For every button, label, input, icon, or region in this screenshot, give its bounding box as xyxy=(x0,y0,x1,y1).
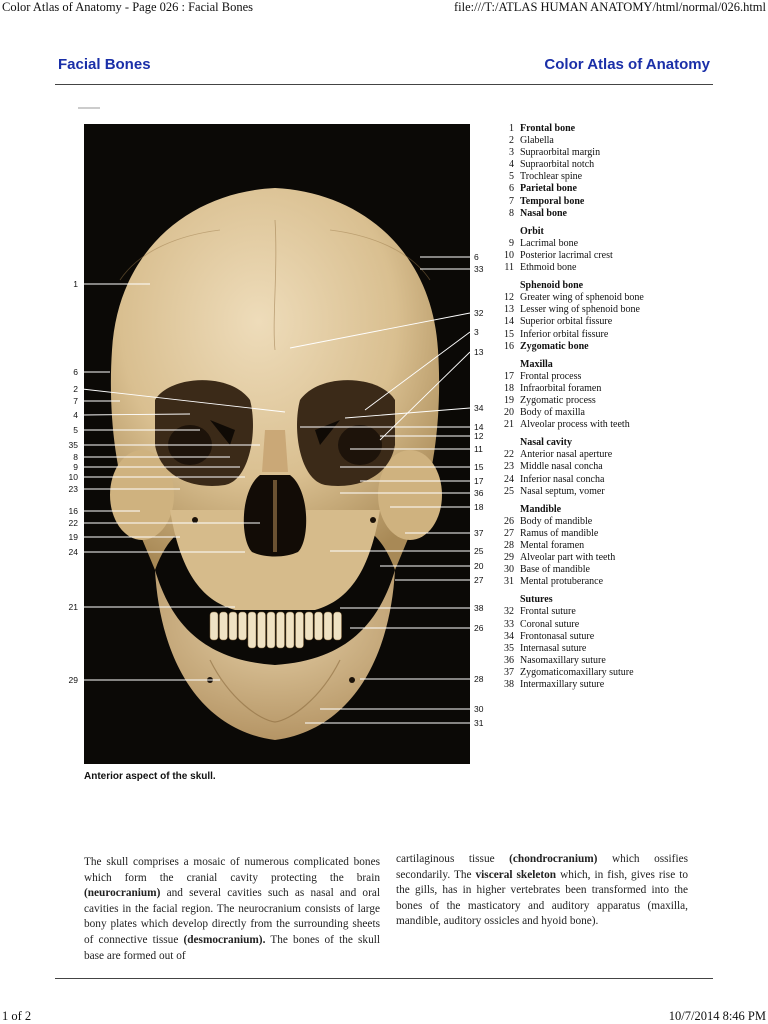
legend-number: 5 xyxy=(509,171,514,183)
legend-text: Internasal suture xyxy=(520,642,587,654)
legend-item xyxy=(500,383,644,395)
legend-item xyxy=(500,643,644,655)
legend-number: 33 xyxy=(504,618,514,630)
right-mental-foramen xyxy=(349,677,355,683)
legend-number: 12 xyxy=(504,292,514,304)
legend-text: Alveolar part with teeth xyxy=(520,552,616,564)
legend-text: Lesser wing of sphenoid bone xyxy=(520,304,640,316)
legend-number: 17 xyxy=(504,370,514,382)
tooth xyxy=(267,612,275,648)
legend-text: Posterior lacrimal crest xyxy=(520,249,613,261)
legend-item xyxy=(500,486,644,498)
figure-label: 21 xyxy=(68,602,78,612)
legend-number: 24 xyxy=(504,473,514,485)
legend-text: Supraorbital notch xyxy=(520,159,595,171)
legend-number: 7 xyxy=(509,195,514,207)
left-labels xyxy=(69,279,79,685)
legend-number: 22 xyxy=(504,449,514,461)
figure-label: 9 xyxy=(73,462,78,472)
bold-term: visceral skeleton xyxy=(475,868,557,881)
header-rule xyxy=(55,84,713,85)
text-run: The bones of the skull base are formed out of xyxy=(84,933,380,962)
legend-text: Alveolar process with teeth xyxy=(520,419,630,431)
legend-item xyxy=(500,147,644,159)
bold-term: (desmocranium). xyxy=(183,933,266,946)
legend-item xyxy=(500,395,644,407)
skull-figure xyxy=(60,100,490,770)
legend-number: 37 xyxy=(504,666,514,678)
legend-text: Nasal septum, vomer xyxy=(520,485,605,497)
legend-item xyxy=(500,304,644,316)
legend-item xyxy=(500,329,644,341)
legend-item xyxy=(500,631,644,643)
right-orbit-depth xyxy=(338,425,382,465)
figure-label: 30 xyxy=(474,704,484,714)
legend-text: Trochlear spine xyxy=(520,171,583,183)
figure-label: 35 xyxy=(68,440,78,450)
legend-text: Intermaxillary suture xyxy=(520,679,605,691)
tooth xyxy=(334,612,342,640)
legend-heading: Maxilla xyxy=(520,358,553,370)
figure-label: 11 xyxy=(474,444,483,454)
legend-item xyxy=(500,474,644,486)
legend-item xyxy=(500,250,644,262)
body-text-col2 xyxy=(396,852,688,930)
legend-item xyxy=(500,667,644,679)
legend-text: Ramus of mandible xyxy=(520,527,599,539)
legend-item xyxy=(500,371,644,383)
legend-item xyxy=(500,552,644,564)
nasal-bone xyxy=(262,430,288,472)
figure-label: 22 xyxy=(68,518,78,528)
tooth xyxy=(258,612,266,648)
figure-label: 4 xyxy=(73,410,78,420)
book-title: Color Atlas of Anatomy xyxy=(544,56,710,73)
figure-label: 36 xyxy=(474,488,484,498)
figure-label: 34 xyxy=(474,403,484,413)
figure-label: 17 xyxy=(474,476,484,486)
figure-label: 31 xyxy=(474,718,484,728)
legend-text: Ethmoid bone xyxy=(520,262,577,274)
legend-text: Lacrimal bone xyxy=(520,237,579,249)
tooth xyxy=(248,612,256,648)
tooth xyxy=(305,612,313,640)
legend-number: 26 xyxy=(504,515,514,527)
figure-label: 37 xyxy=(474,528,484,538)
legend-item xyxy=(500,159,644,171)
figure-label: 24 xyxy=(68,547,78,557)
legend-number: 18 xyxy=(504,382,514,394)
legend-item xyxy=(500,419,644,431)
section-title: Facial Bones xyxy=(58,56,151,73)
figure-label: 10 xyxy=(68,472,78,482)
legend-number: 14 xyxy=(504,316,514,328)
legend-number: 29 xyxy=(504,552,514,564)
figure-label: 32 xyxy=(474,308,484,318)
legend-item xyxy=(500,528,644,540)
legend-text: Base of mandible xyxy=(520,564,590,576)
text-run: which, in fish, gives rise to the gills, has in higher vertebrates been transformed into the bones of the masticatory and auditory apparatus (maxilla, mandible, auditory ossicles and hyoid bone). xyxy=(396,868,688,928)
legend-list xyxy=(500,123,644,691)
legend-item xyxy=(500,183,644,195)
figure-label: 18 xyxy=(474,502,484,512)
figure-label: 27 xyxy=(474,575,484,585)
figure-label: 28 xyxy=(474,674,484,684)
legend-item xyxy=(500,316,644,328)
legend-heading: Mandible xyxy=(520,503,562,515)
figure-label: 20 xyxy=(474,561,484,571)
legend-number: 34 xyxy=(504,630,514,642)
figure-label: 6 xyxy=(474,252,479,262)
figure-label: 7 xyxy=(73,396,78,406)
figure-label: 1 xyxy=(73,279,78,289)
legend-number: 32 xyxy=(504,606,514,618)
legend-number: 31 xyxy=(504,576,514,588)
legend-item xyxy=(500,564,644,576)
legend-text: Nasomaxillary suture xyxy=(520,654,606,666)
skull-illustration xyxy=(60,100,490,770)
figure-label: 23 xyxy=(68,484,78,494)
figure-label: 16 xyxy=(68,506,78,516)
legend-number: 13 xyxy=(504,304,514,316)
legend-number: 21 xyxy=(504,419,514,431)
legend-number: 9 xyxy=(509,237,514,249)
legend-text: Zygomatic process xyxy=(520,394,596,406)
tooth xyxy=(210,612,218,640)
legend-item xyxy=(500,262,644,274)
figure-label: 2 xyxy=(73,384,78,394)
legend-number: 25 xyxy=(504,485,514,497)
tooth xyxy=(220,612,228,640)
legend-item xyxy=(500,292,644,304)
legend-number: 10 xyxy=(504,249,514,261)
legend-number: 1 xyxy=(509,123,514,134)
legend-number: 16 xyxy=(504,340,514,352)
legend-text: Body of mandible xyxy=(520,515,593,527)
figure-label: 13 xyxy=(474,347,484,357)
legend-item xyxy=(500,540,644,552)
legend-item xyxy=(500,407,644,419)
right-infraorbital-foramen xyxy=(370,517,376,523)
text-run: cartilaginous tissue xyxy=(396,853,510,865)
bold-term: (chondrocranium) xyxy=(509,853,598,865)
figure-label: 6 xyxy=(73,367,78,377)
legend-item xyxy=(500,135,644,147)
tooth xyxy=(286,612,294,648)
legend-text: Frontal suture xyxy=(520,606,576,618)
legend-number: 4 xyxy=(509,159,514,171)
legend-number: 2 xyxy=(509,135,514,147)
page-url: file:///T:/ATLAS HUMAN ANATOMY/html/normal/026.html xyxy=(454,0,766,14)
footer-rule xyxy=(55,978,713,979)
bold-term: (neurocranium) xyxy=(84,887,161,900)
legend-heading: Orbit xyxy=(520,225,544,237)
legend-text: Frontal bone xyxy=(520,123,576,134)
legend-text: Zygomatic bone xyxy=(520,340,589,352)
legend-number: 35 xyxy=(504,642,514,654)
text-run: which ossifies secondarily. The xyxy=(396,853,688,881)
legend-text: Body of maxilla xyxy=(520,407,585,419)
legend-number: 28 xyxy=(504,540,514,551)
left-infraorbital-foramen xyxy=(192,517,198,523)
legend-number: 8 xyxy=(509,207,514,219)
legend-item xyxy=(500,449,644,461)
page-tab-title: Color Atlas of Anatomy - Page 026 : Facial Bones xyxy=(2,0,254,14)
legend-item xyxy=(500,516,644,528)
legend-item xyxy=(500,341,644,353)
legend-item xyxy=(500,655,644,667)
legend-text: Parietal bone xyxy=(520,183,577,195)
legend-item xyxy=(500,619,644,631)
legend-number: 27 xyxy=(504,527,514,539)
legend-heading: Nasal cavity xyxy=(520,437,572,449)
legend-text: Coronal suture xyxy=(520,618,580,630)
legend-item xyxy=(500,679,644,691)
figure-label: 25 xyxy=(474,546,484,556)
legend-item xyxy=(500,606,644,618)
tooth xyxy=(324,612,332,640)
legend-number: 11 xyxy=(504,262,514,274)
legend-text: Nasal bone xyxy=(520,207,567,219)
legend-item xyxy=(500,196,644,208)
figure-label: 5 xyxy=(73,425,78,435)
legend-text: Greater wing of sphenoid bone xyxy=(520,292,644,304)
legend-text: Inferior nasal concha xyxy=(520,473,605,485)
text-run: and several cavities such as nasal and oral cavities in the facial region. The neurocranium consists of large bony plates which develop directly from the surrounding sheets of connective tissue xyxy=(84,887,380,946)
figure-label: 26 xyxy=(474,623,484,633)
legend-item xyxy=(500,171,644,183)
legend-number: 30 xyxy=(504,564,514,576)
legend-text: Middle nasal concha xyxy=(520,461,603,473)
legend-number: 38 xyxy=(504,679,514,691)
legend-text: Zygomaticomaxillary suture xyxy=(520,666,634,678)
figure-label: 3 xyxy=(474,327,479,337)
legend-text: Temporal bone xyxy=(520,195,585,207)
figure-label: 29 xyxy=(68,675,78,685)
legend-text: Infraorbital foramen xyxy=(520,382,602,394)
legend-number: 6 xyxy=(509,183,514,195)
legend-number: 36 xyxy=(504,654,514,666)
print-datetime: 10/7/2014 8:46 PM xyxy=(668,1009,766,1023)
legend-item xyxy=(500,208,644,220)
legend-number: 23 xyxy=(504,461,514,473)
legend-item xyxy=(500,123,644,135)
legend-item xyxy=(500,461,644,473)
legend-number: 15 xyxy=(504,328,514,340)
legend-number: 19 xyxy=(504,394,514,406)
legend-item xyxy=(500,238,644,250)
legend-number: 20 xyxy=(504,407,514,419)
legend-item xyxy=(500,576,644,588)
legend-number: 3 xyxy=(509,147,514,159)
legend-text: Frontonasal suture xyxy=(520,630,595,642)
body-text-col1 xyxy=(84,855,380,964)
legend-heading: Sutures xyxy=(520,594,553,606)
figure-label: 33 xyxy=(474,264,484,274)
figure-label: 8 xyxy=(73,452,78,462)
tooth xyxy=(239,612,247,640)
tooth xyxy=(315,612,323,640)
legend-text: Mental foramen xyxy=(520,540,585,551)
legend-text: Mental protuberance xyxy=(520,576,604,588)
legend-text: Glabella xyxy=(520,135,554,147)
figure-label: 12 xyxy=(474,431,484,441)
text-run: The skull comprises a mosaic of numerous complicated bones which form the cranial cavity protecting the brain xyxy=(84,856,380,884)
tooth xyxy=(277,612,285,648)
legend-text: Frontal process xyxy=(520,370,582,382)
legend-heading: Sphenoid bone xyxy=(520,280,584,292)
figure-caption: Anterior aspect of the skull. xyxy=(84,771,216,782)
legend-text: Superior orbital fissure xyxy=(520,316,613,328)
legend-text: Anterior nasal aperture xyxy=(520,449,613,461)
figure-label: 15 xyxy=(474,462,484,472)
page-indicator: 1 of 2 xyxy=(2,1009,32,1023)
figure-label: 14 xyxy=(474,422,484,432)
right-labels xyxy=(474,252,484,728)
legend-text: Supraorbital margin xyxy=(520,147,601,159)
figure-label: 19 xyxy=(68,532,78,542)
tooth xyxy=(229,612,237,640)
figure-label: 38 xyxy=(474,603,484,613)
tooth xyxy=(296,612,304,648)
legend-text: Inferior orbital fissure xyxy=(520,328,609,340)
